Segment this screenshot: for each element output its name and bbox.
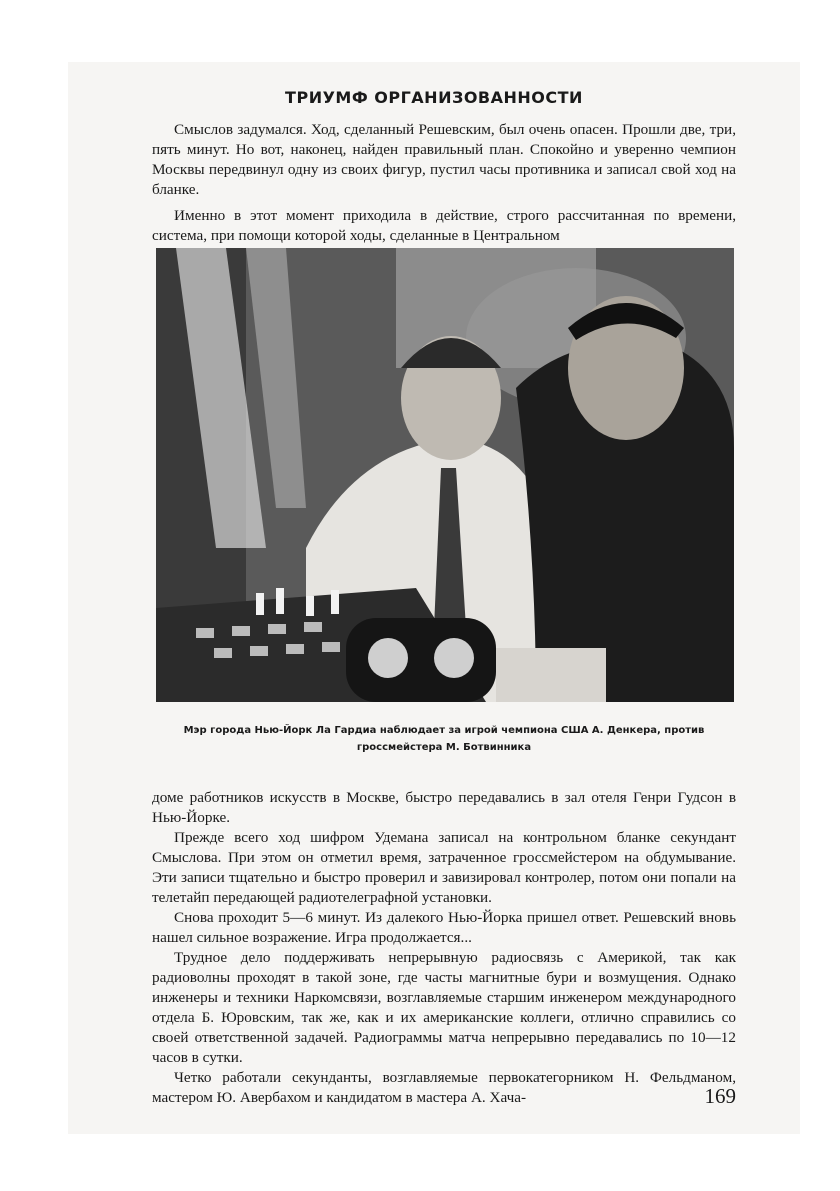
photo-illustration <box>156 248 734 702</box>
page-number: 169 <box>704 1084 736 1108</box>
paragraph: Четко работали секунданты, возглавляемые первокатегорником Н. Фельдманом, мастером Ю. Авербахом и кандидатом в мастера А. Хача- <box>152 1069 736 1106</box>
paragraph: Прежде всего ход шифром Удемана записал на контрольном бланке секундант Смыслова. При этом он отметил время, затраченное гроссмейстером на обдумывание. Эти записи тщательно и быстро проверил и завизировал контролер, потом они попали на телетайп передающей радиотелеграфной установки. <box>152 829 736 906</box>
chess-match-photo <box>156 248 734 702</box>
photo-caption: Мэр города Нью-Йорк Ла Гардиа наблюдает за игрой чемпиона США А. Денкера, против гроссмейстера М. Ботвинника <box>183 725 705 753</box>
book-page <box>68 62 800 1134</box>
paragraph: Трудное дело поддерживать непрерывную радиосвязь с Америкой, так как радиоволны проходят в такой зоне, где часты магнитные бури и возмущения. Однако инженеры и техники Наркомсвязи, возглавляемые старшим инженером международного отдела Б. Юровским, так же, как и их американские коллеги, отлично справились со своей ответственной задачей. Радиограммы матча непрерывно передавались по 10—12 часов в сутки. <box>152 949 736 1066</box>
paragraph: Именно в этот момент приходила в действие, строго рассчитанная по времени, система, при помощи которой ходы, сделанные в Центральном <box>152 207 736 244</box>
paragraph: Снова проходит 5—6 минут. Из далекого Нью-Йорка пришел ответ. Решевский вновь нашел сильное возражение. Игра продолжается... <box>152 909 736 946</box>
paragraph: Смыслов задумался. Ход, сделанный Решевским, был очень опасен. Прошли две, три, пять минут. Но вот, наконец, найден правильный план. Спокойно и уверенно чемпион Москвы передвинул одну из своих фигур, пустил часы противника и записал свой ход на бланке. <box>152 121 736 198</box>
text-block-top <box>152 120 736 246</box>
text-block-bottom <box>152 788 736 1108</box>
paragraph: доме работников искусств в Москве, быстро передавались в зал отеля Генри Гудсон в Нью-Йорке. <box>152 789 736 826</box>
chapter-title: ТРИУМФ ОРГАНИЗОВАННОСТИ <box>285 88 583 107</box>
